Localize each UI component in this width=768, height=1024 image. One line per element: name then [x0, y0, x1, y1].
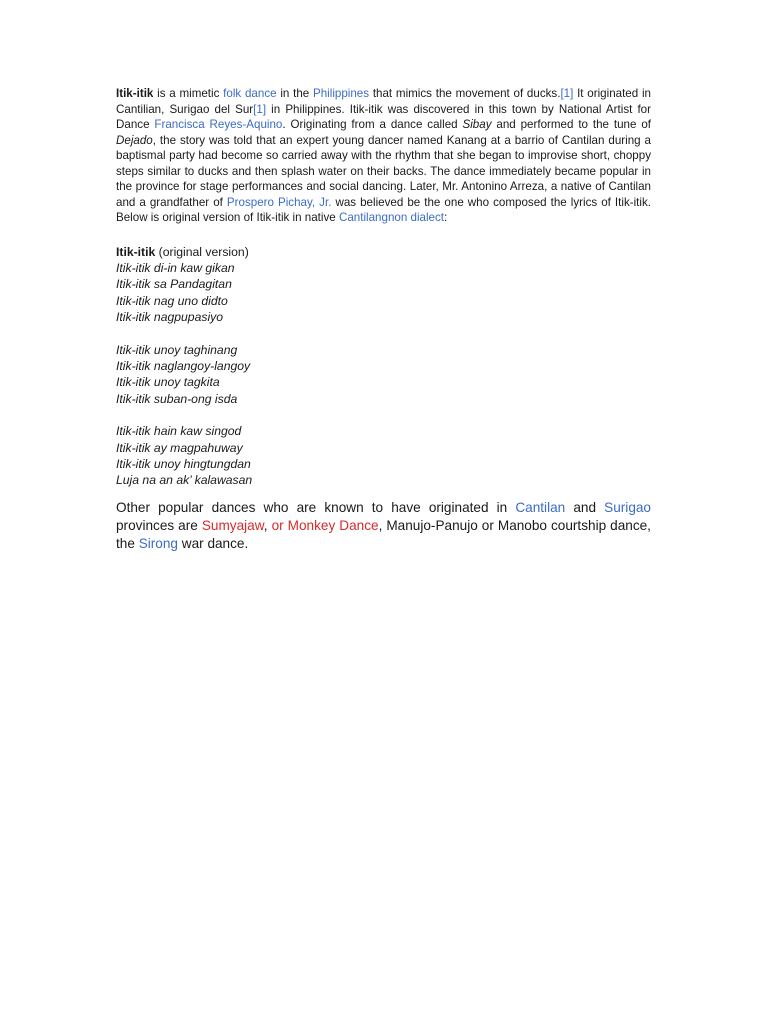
poem-line [116, 391, 651, 407]
poem-line-text: Itik-itik unoy taghinang [116, 342, 238, 357]
link-sirong[interactable]: Sirong [138, 535, 178, 551]
intro-text: It originated in Cantilian, Surigao del Sur [116, 87, 651, 116]
closing-text: and [565, 499, 605, 515]
closing-paragraph [116, 499, 651, 553]
intro-text: : [444, 211, 448, 224]
reference-link-1[interactable]: [1] [560, 87, 574, 100]
italic-sibay: Sibay [462, 118, 492, 131]
reference-link-2[interactable]: [1] [253, 102, 267, 116]
intro-text: that mimics the movement of ducks. [369, 87, 561, 100]
poem-line-text: Itik-itik unoy tagkita [116, 375, 220, 390]
link-sumyajaw[interactable]: Sumyajaw [201, 517, 264, 533]
poem-line-text: Itik-itik unoy hingtungdan [116, 456, 251, 471]
poem-stanza-2 [116, 342, 651, 408]
poem-heading-rest: (original version) [155, 244, 249, 259]
poem-line-text: Itik-itik suban-ong isda [116, 391, 238, 406]
poem [116, 244, 651, 489]
closing-text: , [263, 517, 272, 533]
poem-line-text: Itik-itik hain kaw singod [116, 424, 242, 439]
poem-line-text: Luja na an ak’ kalawasan [116, 473, 253, 488]
poem-line-text: Itik-itik sa Pandagitan [116, 277, 232, 292]
link-prospero-pichay[interactable]: Prospero Pichay, Jr. [226, 195, 332, 209]
poem-line [116, 342, 651, 358]
intro-text: . Originating from a dance called [282, 118, 463, 131]
link-cantilan[interactable]: Cantilan [515, 499, 566, 515]
poem-line [116, 260, 651, 276]
link-reyes-aquino[interactable]: Francisca Reyes-Aquino [154, 118, 283, 131]
intro-text: is a mimetic [153, 87, 224, 100]
poem-line [116, 358, 651, 374]
intro-paragraph [116, 86, 651, 226]
closing-text: Other popular dances who are known to have originated in [116, 499, 516, 515]
poem-line-text: Itik-itik naglangoy-langoy [116, 358, 251, 373]
poem-line [116, 472, 651, 488]
italic-dejado: Dejado [116, 133, 153, 147]
poem-stanza-3 [116, 423, 651, 489]
poem-line [116, 456, 651, 472]
poem-heading-bold: Itik-itik [116, 244, 156, 259]
intro-text: , the story was told that an expert young dancer named Kanang at a barrio of Cantilan during a baptismal party had become so carried away with the rhythm that she began to improvise short, choppy steps similar to ducks and then splash water on their backs. The dance immediately became popular in the province for stage performances and social dancing. Later, Mr. Antonino Arreza, a native of Cantilan and a grandfather of [116, 133, 651, 209]
link-folk-dance[interactable]: folk dance [223, 87, 277, 100]
link-philippines[interactable]: Philippines [312, 87, 370, 100]
link-cantilangnon-dialect[interactable]: Cantilangnon dialect [338, 211, 445, 224]
poem-line-text: Itik-itik ay magpahuway [116, 440, 243, 455]
poem-line-text: Itik-itik di-in kaw gikan [116, 260, 235, 275]
poem-line-text: Itik-itik nag uno didto [116, 293, 228, 308]
intro-text: and performed to the tune of [491, 118, 652, 131]
poem-line [116, 440, 651, 456]
poem-line [116, 293, 651, 309]
intro-text: in the [276, 87, 313, 100]
poem-stanza-1 [116, 244, 651, 326]
article-content [116, 86, 651, 566]
intro-text: in Philippines. Itik-itik was discovered in this town by National Artist for Dance [116, 102, 651, 131]
poem-heading [116, 244, 651, 260]
closing-text: provinces are [116, 517, 202, 533]
link-monkey-dance[interactable]: or Monkey Dance [271, 517, 379, 533]
poem-line [116, 309, 651, 325]
intro-title: Itik-itik [116, 87, 154, 100]
poem-line [116, 276, 651, 292]
poem-line [116, 374, 651, 390]
closing-text: war dance. [177, 535, 249, 551]
intro-text: was believed be the one who composed the lyrics of Itik-itik. Below is original version of Itik-itik in native [116, 195, 651, 224]
poem-line-text: Itik-itik nagpupasiyo [116, 310, 224, 325]
link-surigao[interactable]: Surigao [604, 499, 651, 515]
closing-text: , Manujo-Panujo or Manobo courtship dance, the [116, 517, 651, 551]
poem-line [116, 423, 651, 439]
